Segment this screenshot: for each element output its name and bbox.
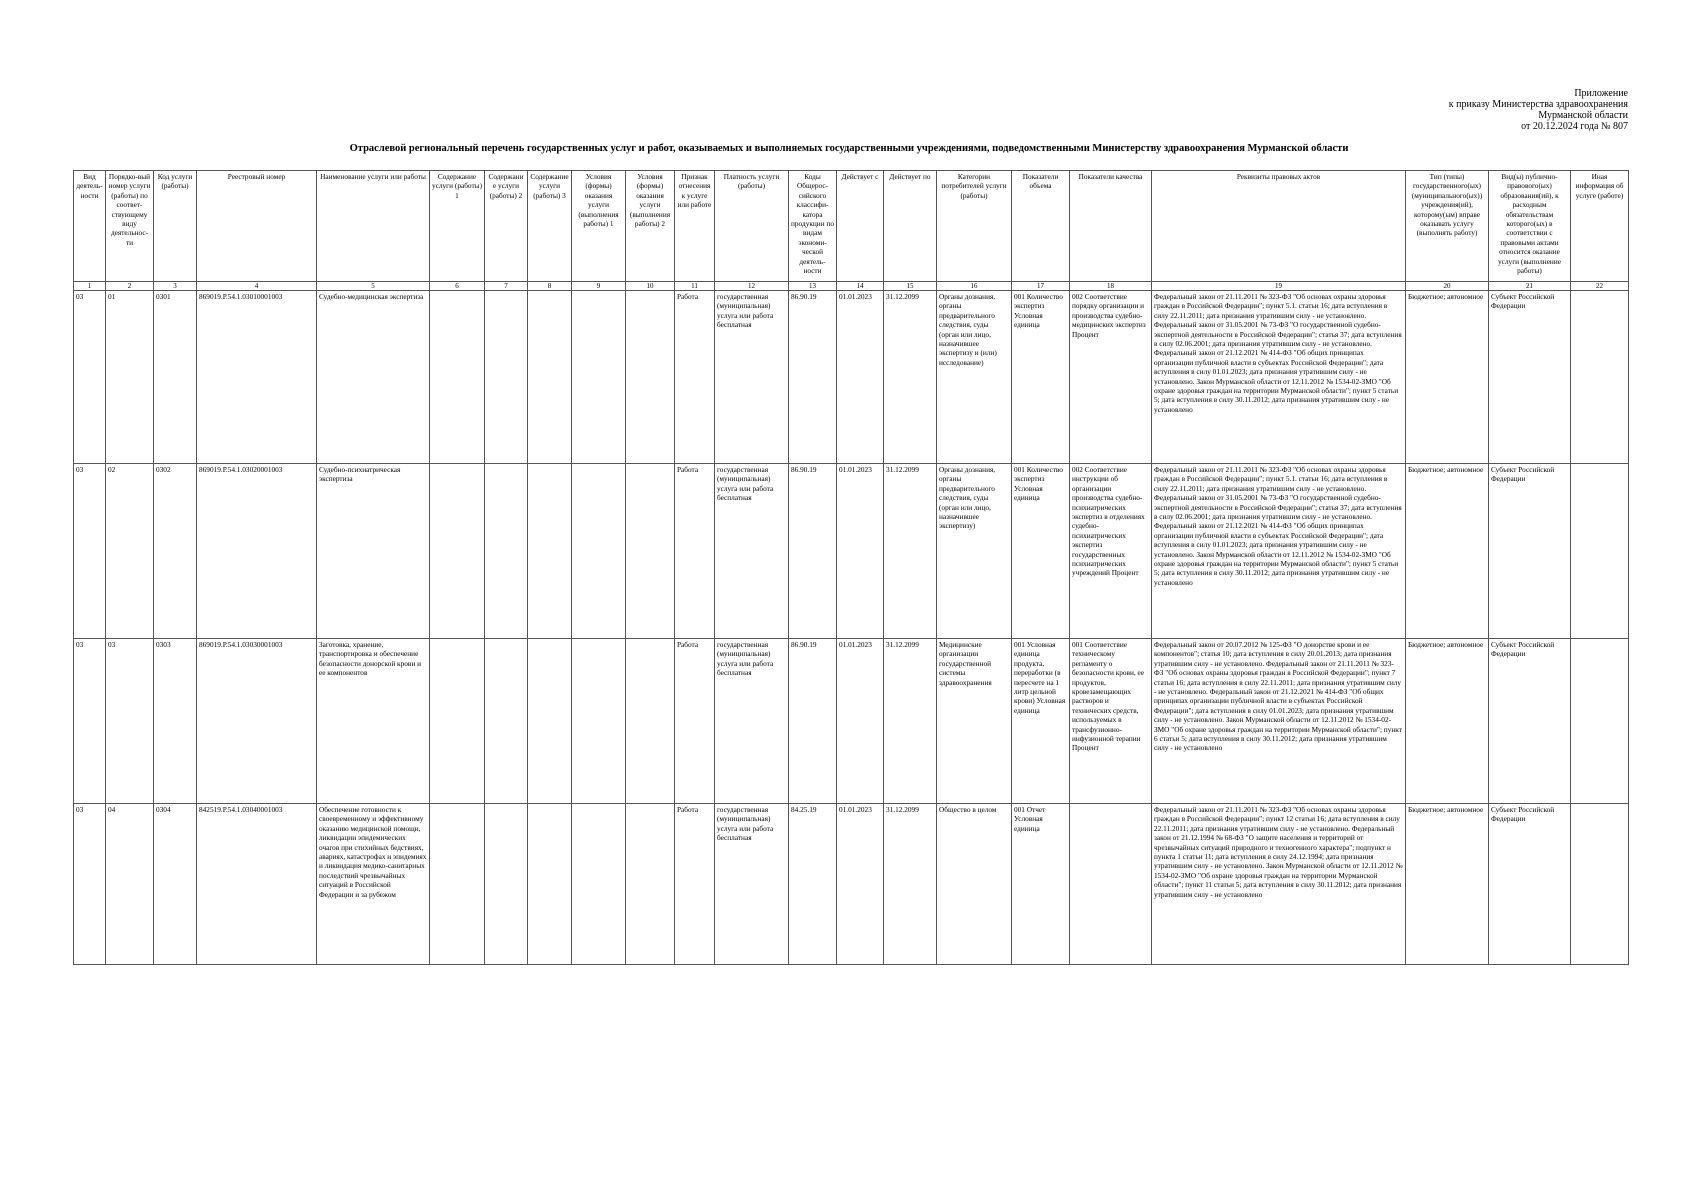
service-order-number: 04 [106,804,154,965]
services-table [73,170,1629,965]
column-number: 20 [1406,282,1489,291]
column-number: 10 [626,282,675,291]
approval-stamp [1449,88,1628,132]
column-number: 11 [675,282,715,291]
legal-acts: Федеральный закон от 20.07.2012 № 125-ФЗ "О донорстве крови и ее компонентов"; статья 10; дата вступления в силу 20.01.2013; дата признания утратившим силу - не установлено. Федеральный закон от 21.11.2011 № 323-ФЗ "Об основах охраны здоровья граждан в Российской Федерации"; пункт 7 статьи 16; дата вступления в силу 22.11.2011; дата признания утратившим силу - не установлено. Федеральный закон от 21.12.2021 № 414-ФЗ "Об общих принципах организации публичной власти в субъектах Российской Федерации"; дата вступления в силу 01.01.2023; дата признания утратившим силу - не установлено. Закон Мурманской области от 12.11.2012 № 1534-02-ЗМО "Об охране здоровья граждан на территории Мурманской области"; пункт 6 статьи 5; дата вступления в силу 30.11.2012; дата признания утратившим силу - не установлено [1152,639,1406,804]
public-entity-types: Субъект Российской Федерации [1489,464,1571,639]
column-number: 19 [1152,282,1406,291]
registry-number: 869019.Р.54.1.03020001003 [197,464,317,639]
service-or-work-sign: Работа [675,291,715,464]
service-content-1 [430,639,485,804]
service-content-3 [528,464,572,639]
activity-type: 03 [74,804,106,965]
institution-types: Бюджетное; автономное [1406,639,1489,804]
service-condition-1 [572,464,626,639]
column-header: Действует с [837,171,884,282]
column-number: 4 [197,282,317,291]
payment-status: государственная (муниципальная) услуга или работа бесплатная [715,464,789,639]
service-code: 0304 [154,804,197,965]
column-number: 13 [789,282,837,291]
service-content-1 [430,291,485,464]
service-code: 0301 [154,291,197,464]
column-number: 21 [1489,282,1571,291]
approval-line-3: Мурманской области [1538,110,1628,121]
service-content-2 [485,804,528,965]
column-header: Условия (формы) оказания услуги (выполнения работы) 2 [626,171,675,282]
document-title: Отраслевой региональный перечень государственных услуг и работ, оказываемых и выполняемых государственными учреждениями, подведомственными Министерству здравоохранения Мурманской области [349,143,1349,154]
column-number: 8 [528,282,572,291]
service-condition-2 [626,804,675,965]
quality-indicators: 001 Соответствие техническому регламенту о безопасности крови, ее продуктов, кровезамещающих растворов и технических средств, используемых в трансфузионно-инфузионной терапии Процент [1070,639,1152,804]
valid-from: 01.01.2023 [837,291,884,464]
public-entity-types: Субъект Российской Федерации [1489,291,1571,464]
approval-line-1: Приложение [1574,88,1628,99]
service-condition-1 [572,804,626,965]
service-condition-2 [626,291,675,464]
service-or-work-sign: Работа [675,639,715,804]
valid-to: 31.12.2099 [884,639,937,804]
service-content-3 [528,639,572,804]
institution-types: Бюджетное; автономное [1406,804,1489,965]
service-condition-2 [626,639,675,804]
column-number: 17 [1012,282,1070,291]
service-condition-2 [626,464,675,639]
service-content-2 [485,639,528,804]
column-header: Показатели объема [1012,171,1070,282]
service-name: Обеспечение готовности к своевременному и эффективному оказанию медицинской помощи, ликвидации эпидемических очагов при стихийных бедствиях, авариях, катастрофах и эпидемиях и ликвидация медико-санитарных последствий чрезвычайных ситуаций в Российской Федерации и за рубежом [317,804,430,965]
service-name: Заготовка, хранение, транспортировка и обеспечение безопасности донорской крови и ее компонентов [317,639,430,804]
column-header: Содержание услуги (работы) 2 [485,171,528,282]
service-content-2 [485,291,528,464]
payment-status: государственная (муниципальная) услуга или работа бесплатная [715,804,789,965]
table-row [74,639,1629,804]
table-row [74,291,1629,464]
service-content-1 [430,464,485,639]
column-number: 9 [572,282,626,291]
approval-line-2: к приказу Министерства здравоохранения [1448,99,1628,110]
activity-type: 03 [74,639,106,804]
quality-indicators: 002 Соответствие порядку организации и производства судебно-медицинских экспертиз Процент [1070,291,1152,464]
public-entity-types: Субъект Российской Федерации [1489,639,1571,804]
table-row [74,804,1629,965]
column-number: 18 [1070,282,1152,291]
column-header: Тип (типы) государственного(ых) (муниципального(ых)) учреждения(ий), которому(ым) вправе оказывать услугу (выполнять работу) [1406,171,1489,282]
column-header: Коды Общерос-сийского классифи-катора продукции по видам экономи-ческой деятель-ности [789,171,837,282]
column-header: Действует по [884,171,937,282]
column-number: 1 [74,282,106,291]
column-header: Содержание услуги (работы) 1 [430,171,485,282]
service-or-work-sign: Работа [675,464,715,639]
column-header: Вид деятель-ности [74,171,106,282]
consumer-categories: Общество в целом [937,804,1012,965]
activity-type: 03 [74,291,106,464]
service-order-number: 02 [106,464,154,639]
column-header: Код услуги (работы) [154,171,197,282]
volume-indicators: 001 Количество экспертиз Условная единица [1012,291,1070,464]
column-header: Платность услуги (работы) [715,171,789,282]
column-header: Категории потребителей услуги (работы) [937,171,1012,282]
column-header: Признак отнесения к услуге или работе [675,171,715,282]
volume-indicators: 001 Условная единица продукта, переработки (в пересчете на 1 литр цельной крови) Условная единица [1012,639,1070,804]
service-condition-1 [572,639,626,804]
volume-indicators: 001 Количество экспертиз Условная единица [1012,464,1070,639]
valid-to: 31.12.2099 [884,464,937,639]
column-header: Порядко-вый номер услуги (работы) по соответ-ствующему виду деятельнос-ти [106,171,154,282]
consumer-categories: Органы дознания, органы предварительного следствия, суды (орган или лицо, назначившее экспертизу и (или) исследование) [937,291,1012,464]
other-info [1571,291,1629,464]
institution-types: Бюджетное; автономное [1406,464,1489,639]
service-code: 0302 [154,464,197,639]
okpd-code: 86.90.19 [789,291,837,464]
public-entity-types: Субъект Российской Федерации [1489,804,1571,965]
valid-from: 01.01.2023 [837,464,884,639]
service-content-1 [430,804,485,965]
valid-from: 01.01.2023 [837,804,884,965]
okpd-code: 86.90.19 [789,639,837,804]
institution-types: Бюджетное; автономное [1406,291,1489,464]
column-number: 16 [937,282,1012,291]
header-row [74,171,1629,282]
service-content-3 [528,804,572,965]
okpd-code: 86.90.19 [789,464,837,639]
volume-indicators: 001 Отчет Условная единица [1012,804,1070,965]
column-number: 5 [317,282,430,291]
column-number: 6 [430,282,485,291]
column-number: 7 [485,282,528,291]
service-order-number: 03 [106,639,154,804]
service-condition-1 [572,291,626,464]
other-info [1571,639,1629,804]
table-row [74,464,1629,639]
valid-to: 31.12.2099 [884,291,937,464]
service-content-3 [528,291,572,464]
valid-to: 31.12.2099 [884,804,937,965]
column-header: Вид(ы) публично-правового(ых) образования(ий), к расходным обязательствам которого(ых) в соответствии с правовыми актами относится оказание услуги (выполнение работы) [1489,171,1571,282]
column-number: 3 [154,282,197,291]
service-content-2 [485,464,528,639]
service-order-number: 01 [106,291,154,464]
quality-indicators: 002 Соответствие инструкции об организации производства судебно-психиатрических экспертиз в отделениях судебно-психиатрических экспертиз государственных психиатрических учреждений Процент [1070,464,1152,639]
other-info [1571,804,1629,965]
column-number: 12 [715,282,789,291]
okpd-code: 84.25.19 [789,804,837,965]
column-number: 15 [884,282,937,291]
service-or-work-sign: Работа [675,804,715,965]
service-code: 0303 [154,639,197,804]
registry-number: 869019.Р.54.1.03010001003 [197,291,317,464]
registry-number: 842519.Р.54.1.03040001003 [197,804,317,965]
column-number-row [74,282,1629,291]
column-header: Реестровый номер [197,171,317,282]
legal-acts: Федеральный закон от 21.11.2011 № 323-ФЗ "Об основах охраны здоровья граждан в Российской Федерации"; пункт 12 статьи 16; дата вступления в силу 22.11.2011; дата признания утратившим силу - не установлено. Федеральный закон от 21.12.1994 № 68-ФЗ "О защите населения и территорий от чрезвычайных ситуаций природного и техногенного характера"; подпункт н пункта 1 статьи 11; дата вступления в силу 24.12.1994; дата признания утратившим силу - не установлено. Закон Мурманской области от 12.11.2012 № 1534-02-ЗМО "Об охране здоровья граждан на территории Мурманской области"; пункт 11 статьи 5; дата вступления в силу 30.11.2012; дата признания утратившим силу - не установлено [1152,804,1406,965]
consumer-categories: Медицинские организации государственной системы здравоохранения [937,639,1012,804]
service-name: Судебно-медицинская экспертиза [317,291,430,464]
column-header: Показатели качества [1070,171,1152,282]
service-name: Судебно-психиатрическая экспертиза [317,464,430,639]
quality-indicators [1070,804,1152,965]
legal-acts: Федеральный закон от 21.11.2011 № 323-ФЗ "Об основах охраны здоровья граждан в Российской Федерации"; пункт 5.1. статьи 16; дата вступления в силу 22.11.2011; дата признания утратившим силу - не установлено. Федеральный закон от 31.05.2001 № 73-ФЗ "О государственной судебно-экспертной деятельности в Российской Федерации"; статья 37; дата вступления в силу 02.06.2001; дата признания утратившим силу - не установлено. Федеральный закон от 21.12.2021 № 414-ФЗ "Об общих принципах организации публичной власти в субъектах Российской Федерации"; дата вступления в силу 01.01.2023; дата признания утратившим силу - не установлено. Закон Мурманской области от 12.11.2012 № 1534-02-ЗМО "Об охране здоровья граждан на территории Мурманской области"; пункт 5 статьи 5; дата вступления в силу 30.11.2012; дата признания утратившим силу - не установлено [1152,291,1406,464]
legal-acts: Федеральный закон от 21.11.2011 № 323-ФЗ "Об основах охраны здоровья граждан в Российской Федерации"; пункт 5.1. статьи 16; дата вступления в силу 22.11.2011; дата признания утратившим силу - не установлено. Федеральный закон от 31.05.2001 № 73-ФЗ "О государственной судебно-экспертной деятельности в Российской Федерации"; статья 37; дата вступления в силу 02.06.2001; дата признания утратившим силу - не установлено. Федеральный закон от 21.12.2021 № 414-ФЗ "Об общих принципах организации публичной власти в субъектах Российской Федерации"; дата вступления в силу 01.01.2023; дата признания утратившим силу - не установлено. Закон Мурманской области от 12.11.2012 № 1534-02-ЗМО "Об охране здоровья граждан на территории Мурманской области"; пункт 5 статьи 5; дата вступления в силу 30.11.2012; дата признания утратившим силу - не установлено [1152,464,1406,639]
column-header: Условия (формы) оказания услуги (выполнения работы) 1 [572,171,626,282]
column-header: Иная информация об услуге (работе) [1571,171,1629,282]
column-number: 22 [1571,282,1629,291]
other-info [1571,464,1629,639]
column-header: Содержание услуги (работы) 3 [528,171,572,282]
payment-status: государственная (муниципальная) услуга или работа бесплатная [715,639,789,804]
approval-line-4: от 20.12.2024 года № 807 [1521,121,1628,132]
column-number: 14 [837,282,884,291]
registry-number: 869019.Р.54.1.03030001003 [197,639,317,804]
column-number: 2 [106,282,154,291]
valid-from: 01.01.2023 [837,639,884,804]
activity-type: 03 [74,464,106,639]
consumer-categories: Органы дознания, органы предварительного следствия, суды (орган или лицо, назначившее экспертизу) [937,464,1012,639]
column-header: Наименование услуги или работы [317,171,430,282]
column-header: Реквизиты правовых актов [1152,171,1406,282]
payment-status: государственная (муниципальная) услуга или работа бесплатная [715,291,789,464]
